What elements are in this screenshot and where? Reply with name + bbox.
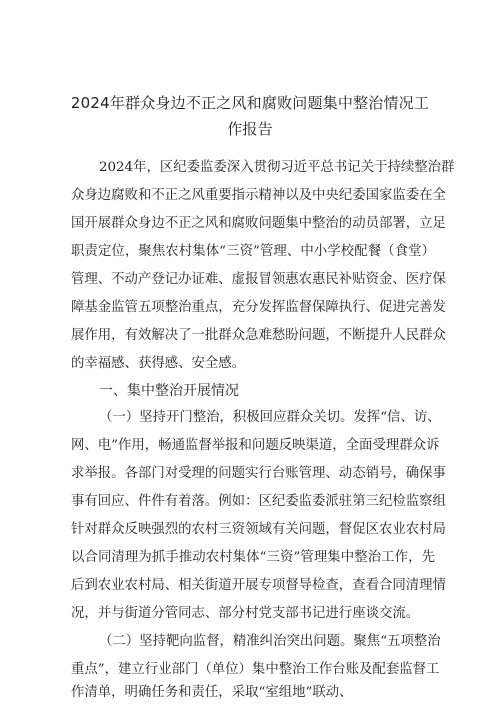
document-title-line-1: 2024年群众身边不正之风和腐败问题集中整治情况工: [70, 94, 430, 112]
intro-line: 管理、不动产登记办证难、虚报冒领惠农惠民补贴资金、医疗保: [71, 272, 446, 287]
paragraph-line: 况，并与街道分管同志、部分村党支部书记进行座谈交流。: [71, 606, 420, 621]
intro-line: 展作用，有效解决了一批群众急难愁盼问题，不断提升人民群众: [71, 328, 446, 343]
intro-line: 障基金监管五项整治重点，充分发挥监督保障执行、促进完善发: [71, 300, 446, 315]
paragraph-line: 事有回应、件件有着落。例如：区纪委监委派驻第三纪检监察组: [71, 494, 446, 509]
paragraph-line: （一）坚持开门整治，积极回应群众关切。发挥“信、访、: [99, 410, 441, 425]
paragraph-line: 后到农业农村局、相关街道开展专项督导检查，查看合同清理情: [71, 578, 446, 593]
paragraph-line: 以合同清理为抓手推动农村集体“三资”管理集中整治工作，先: [71, 550, 435, 565]
paragraph-line: 针对群众反映强烈的农村三资领域有关问题，督促区农业农村局: [71, 522, 446, 537]
intro-line: 国开展群众身边不正之风和腐败问题集中整治的动员部署，立足: [71, 216, 446, 231]
section-heading: 一、集中整治开展情况: [99, 383, 239, 399]
paragraph-line: （二）坚持靶向监督，精准纠治突出问题。聚焦“五项整治: [99, 634, 441, 649]
intro-line: 2024年，区纪委监委深入贯彻习近平总书记关于持续整治群: [99, 160, 455, 175]
intro-line: 职责定位，聚焦农村集体“三资”管理、中小学校配餐（食堂）: [71, 244, 435, 259]
paragraph-line: 网、电”作用，畅通监督举报和问题反映渠道，全面受理群众诉: [71, 438, 440, 453]
document-title-line-2: 作报告: [227, 120, 273, 138]
paragraph-line: 作清单，明确任务和责任，采取“室组地”联动、: [71, 685, 353, 700]
paragraph-line: 重点”，建立行业部门（单位）集中整治工作台账及配套监督工: [71, 662, 440, 677]
paragraph-line: 求举报。各部门对受理的问题实行台账管理、动态销号，确保事: [71, 466, 446, 481]
intro-line: 众身边腐败和不正之风重要指示精神以及中央纪委国家监委在全: [71, 188, 446, 203]
intro-line: 的幸福感、获得感、安全感。: [71, 356, 246, 371]
